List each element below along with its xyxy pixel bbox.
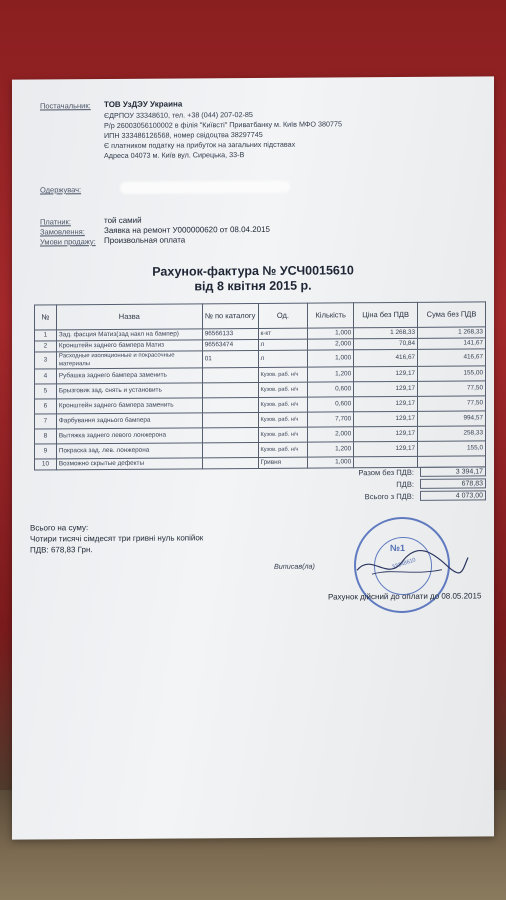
cell-unit: Кузов. раб. н/ч: [258, 427, 308, 442]
cell-catalog: [202, 397, 258, 412]
cell-name: Расходные изоляционные и покрасочные материалы: [56, 351, 202, 369]
header-sum: Сума без ПДВ: [418, 302, 486, 327]
cell-price: 129,17: [354, 396, 418, 411]
cell-price: 129,17: [354, 366, 418, 381]
supplier-line: Адреса 04073 м. Київ вул. Сирецька, 33-В: [104, 150, 245, 161]
cell-catalog: [202, 412, 258, 427]
cell-no: 6: [35, 399, 57, 414]
cell-unit: л: [258, 339, 308, 350]
cell-qty: 1,000: [308, 328, 354, 339]
cell-no: 8: [35, 429, 57, 444]
invoice-date: від 8 квітня 2015 р.: [194, 278, 312, 294]
cell-qty: 0,600: [308, 397, 354, 412]
cell-sum: 994,57: [418, 411, 486, 426]
invoice-title: Рахунок-фактура № УСЧ0015610: [152, 263, 354, 279]
cell-no: 7: [35, 414, 57, 429]
cell-unit: Кузов. раб. н/ч: [258, 397, 308, 412]
cell-sum: 258,33: [418, 426, 486, 441]
cell-sum: 1 268,33: [418, 327, 486, 338]
cell-catalog: 01: [202, 350, 258, 367]
cell-unit: Кузов. раб. н/ч: [258, 382, 308, 397]
payer-value: той самий: [104, 215, 142, 226]
cell-catalog: [202, 442, 258, 457]
cell-qty: 2,000: [308, 427, 354, 442]
signature-scribble: [352, 531, 472, 592]
cell-catalog: 96563474: [202, 339, 258, 350]
order-label: Замовлення:: [40, 227, 85, 237]
cell-qty: 0,600: [308, 382, 354, 397]
cell-name: Фарбування заднього бампера: [56, 413, 202, 429]
stamp-number: №1: [390, 542, 406, 554]
cell-price: 1 268,33: [354, 327, 418, 338]
table-row: [35, 456, 486, 470]
total-with-vat-value: 4 073,00: [420, 490, 486, 500]
cell-name: Кронштейн заднего бампера Матиз: [56, 340, 202, 352]
signature-label: Виписав(ла): [274, 561, 315, 571]
cell-catalog: [202, 382, 258, 397]
cell-qty: 1,200: [308, 442, 354, 457]
valid-until: Рахунок дійсний до оплати до 08.05.2015: [328, 591, 482, 602]
cell-qty: 7,700: [308, 412, 354, 427]
cell-name: Вытяжка заднего левого лонжерона: [56, 428, 202, 444]
cell-catalog: [202, 457, 258, 468]
header-qty: Кількість: [308, 303, 354, 328]
amount-words-label: Всього на суму:: [30, 523, 89, 533]
cell-name: Рубашка заднего бампера заменить: [56, 368, 202, 384]
header-unit: Од.: [258, 303, 308, 328]
supplier-name: ТОВ УзДЭУ Украина: [104, 99, 183, 110]
supplier-line: Є платником податку на прибуток на загальних підставах: [104, 139, 296, 151]
supplier-line: ЄДРПОУ 33348610, тел. +38 (044) 207-02-85: [104, 110, 253, 121]
cell-qty: 1,000: [308, 350, 354, 367]
sale-terms-label: Умови продажу:: [40, 237, 96, 247]
total-without-vat-value: 3 394,17: [420, 466, 486, 476]
cell-sum: 416,67: [418, 349, 486, 366]
cell-unit: Кузов. раб. н/ч: [258, 442, 308, 457]
cell-no: 4: [35, 369, 57, 384]
cell-sum: 77,50: [418, 381, 486, 396]
cell-catalog: [202, 367, 258, 382]
cell-price: 70,84: [354, 338, 418, 349]
cell-sum: 77,50: [418, 396, 486, 411]
redacted-recipient: [120, 181, 290, 194]
cell-name: Кронштейн заднего бампера заменить: [56, 398, 202, 414]
cell-name: Брызговик зад. снять и установить: [56, 383, 202, 399]
total-with-vat-label: Всього з ПДВ:: [364, 491, 414, 502]
sale-terms-value: Произвольная оплата: [104, 235, 186, 246]
items-table: [34, 301, 486, 470]
header-no: №: [35, 305, 57, 330]
cell-unit: Кузов. раб. н/ч: [258, 412, 308, 427]
cell-unit: Кузов. раб. н/ч: [258, 367, 308, 382]
supplier-line: ИПН 333486126568, номер свідоцтва 38297745: [104, 129, 263, 141]
table-header-row: [35, 302, 486, 330]
supplier-line: Р/р 26003056100002 в філія "Київсті" Приватбанку м. Київ МФО 380775: [104, 119, 342, 131]
cell-no: 5: [35, 384, 57, 399]
vat-label: ПДВ:: [396, 479, 414, 490]
cell-sum: 141,67: [418, 338, 486, 349]
header-price: Ціна без ПДВ: [354, 302, 418, 327]
recipient-label: Одержувач:: [40, 185, 82, 195]
cell-price: [354, 456, 418, 467]
cell-price: 416,67: [354, 349, 418, 366]
header-name: Назва: [56, 304, 202, 330]
cell-no: 2: [35, 341, 57, 352]
cell-no: 1: [35, 330, 57, 341]
cell-price: 129,17: [354, 441, 418, 456]
cell-unit: к-кт: [258, 328, 308, 339]
cell-price: 129,17: [354, 381, 418, 396]
cell-sum: 155,0: [418, 441, 486, 456]
cell-no: 10: [35, 459, 57, 470]
cell-unit: Гривня: [258, 457, 308, 468]
cell-price: 129,17: [354, 426, 418, 441]
payer-label: Платник:: [40, 217, 71, 227]
amount-vat-line: ПДВ: 678,83 Грн.: [30, 545, 93, 555]
cell-name: Покраска зад. лев. лонжерона: [56, 443, 202, 459]
cell-catalog: [202, 427, 258, 442]
cell-price: 129,17: [354, 411, 418, 426]
cell-no: 3: [35, 352, 57, 369]
invoice-document: [12, 76, 494, 839]
amount-words-text: Чотири тисячі сімдесят три гривні нуль копійок: [30, 533, 204, 544]
vat-value: 678,83: [420, 478, 486, 488]
header-catalog: № по каталогу: [202, 303, 258, 328]
cell-name: Возможно скрытые дефекты: [56, 458, 202, 470]
cell-qty: 1,200: [308, 367, 354, 382]
cell-no: 9: [35, 444, 57, 459]
supplier-label: Постачальник:: [40, 101, 91, 111]
cell-sum: 155,00: [418, 366, 486, 381]
order-value: Заявка на ремонт У000000620 от 08.04.2015: [104, 224, 270, 236]
cell-unit: л: [258, 350, 308, 367]
cell-qty: 1,000: [308, 457, 354, 468]
total-without-vat-label: Разом без ПДВ:: [358, 467, 414, 478]
cell-name: Зад. фасция Матиз(зад накл на бампер): [56, 329, 202, 341]
cell-catalog: 96566133: [202, 328, 258, 339]
stamp-code: 33348610: [391, 557, 417, 571]
cell-qty: 2,000: [308, 339, 354, 350]
